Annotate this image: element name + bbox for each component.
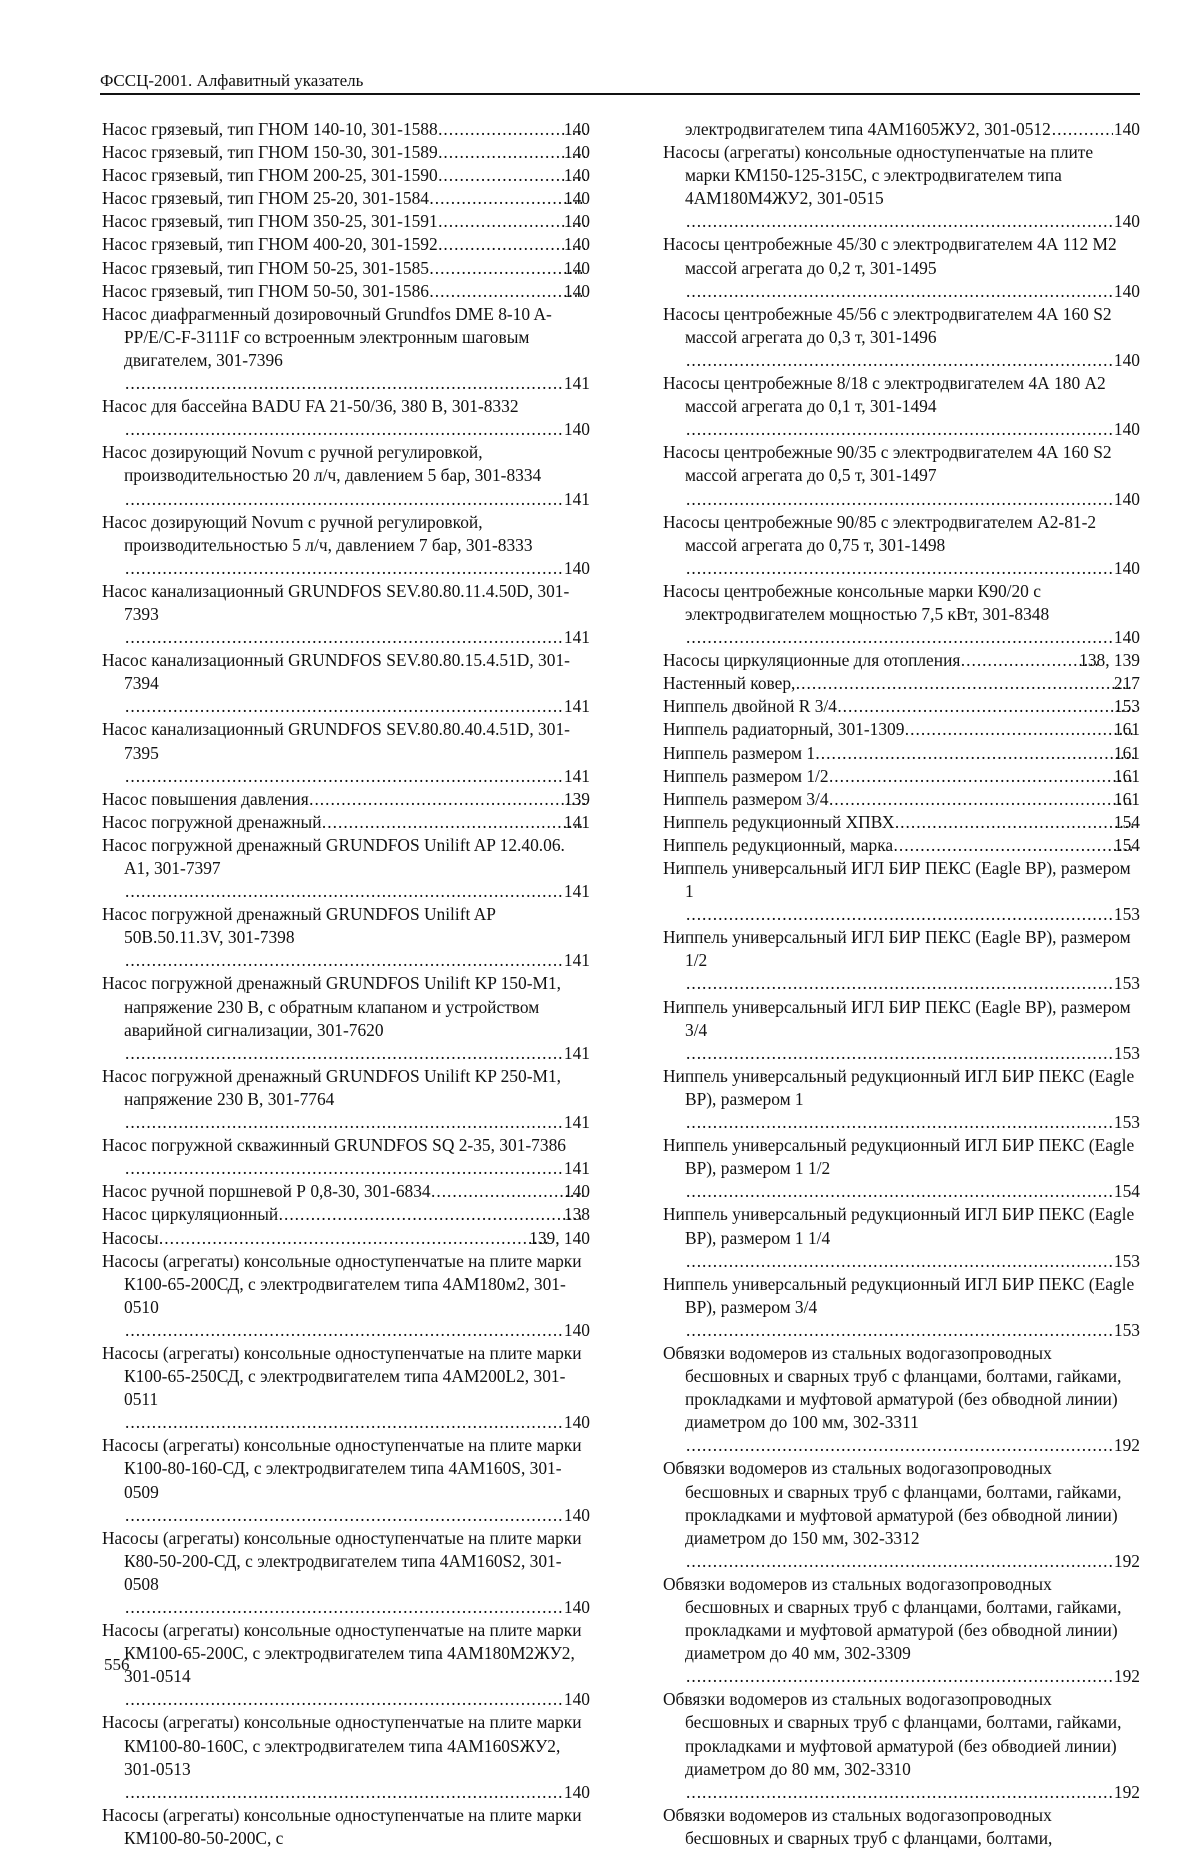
entry-text: Обвязки водомеров из стальных водогазопроводных бесшовных и сварных труб с фланцами, болтами, гайками, прокладками и муфтовой арматурой (без обводной линии) диаметром до 100 мм, 302-3311 — [663, 1342, 1122, 1433]
leader-dots — [125, 1157, 563, 1180]
index-entry: Насос грязевый, тип ГНОМ 350-25, 301-1591 ..... 140 — [102, 210, 590, 233]
entry-page: 140 — [563, 1181, 590, 1202]
entry-text: Насосы (агрегаты) консольные одноступенчатые на плите марки К80-50-200-СД, с электродвигателем типа 4АМ160S2, 301-0508 — [102, 1527, 582, 1594]
index-column-left — [102, 118, 590, 1850]
entry-text: Обвязки водомеров из стальных водогазопроводных бесшовных и сварных труб с фланцами, болтами, гайками, прокладками и муфтовой арматурой (без обводией линии) диаметром до 80 мм, 302-3310 — [663, 1689, 1122, 1779]
running-header — [100, 70, 1140, 95]
leader-dots — [125, 557, 563, 580]
entry-page: 161 — [1113, 765, 1140, 786]
entry-page: 140 — [1113, 627, 1140, 648]
entry-page: 140 — [1113, 211, 1140, 232]
leader-dots — [686, 1250, 1113, 1273]
index-entry — [663, 303, 1140, 372]
entry-page: 154 — [1113, 1181, 1140, 1202]
entry-text: Насос циркуляционный — [102, 1204, 279, 1225]
entry-text: Насос для бассейна BADU FA 21-50/36, 380 В, 301-8332 — [102, 396, 519, 417]
leader-dots — [432, 1180, 585, 1203]
index-entry — [663, 1134, 1140, 1203]
index-entry — [102, 811, 590, 834]
entry-page: 141 — [563, 1158, 590, 1179]
index-entry — [663, 1457, 1140, 1572]
leader-dots — [686, 972, 1113, 995]
index-entry: Насос грязевый, тип ГНОМ 25-20, 301-1584 ..... 140 — [102, 187, 590, 210]
leader-dots — [686, 280, 1113, 303]
index-entry — [102, 649, 590, 718]
entry-page: 161 — [1113, 719, 1140, 740]
entry-text: Настенный ковер, — [663, 673, 796, 694]
index-entry — [102, 303, 590, 395]
entry-page: 138 — [563, 1204, 590, 1225]
entry-text: Обвязки водомеров из стальных водогазопроводных бесшовных и сварных труб с фланцами, болтами, — [663, 1804, 1053, 1848]
leader-dots — [125, 1504, 563, 1527]
entry-page: 141 — [563, 1042, 590, 1063]
index-entry — [663, 765, 1140, 788]
leader-dots — [830, 765, 1135, 788]
entry-text: Насосы центробежные консольные марки К90/20 с электродвигателем мощностью 7,5 кВт, 301-8348 — [663, 580, 1050, 624]
index-entry — [663, 511, 1140, 580]
index-entry — [102, 1180, 590, 1203]
entry-page: 161 — [1113, 788, 1140, 809]
index-entry: Насос грязевый, тип ГНОМ 200-25, 301-1590 ..... 140 — [102, 164, 590, 187]
entry-text: Насосы циркуляционные для отопления — [663, 650, 961, 671]
entry-text: Насосы (агрегаты) консольные одноступенчатые на плите марки КМ100-80-50-200С, с — [102, 1804, 582, 1848]
entry-page: 140 — [563, 1412, 590, 1433]
leader-dots — [686, 626, 1113, 649]
index-entry — [663, 788, 1140, 811]
entry-page: 139, 140 — [529, 1227, 590, 1248]
entry-text: Насосы центробежные 45/56 с электродвигателем 4А 160 S2 массой агрегата до 0,3 т, 301-1496 — [663, 303, 1112, 347]
entry-text: Насос диафрагменный дозировочный Grundfos DME 8-10 A-PP/E/C-F-3111F со встроенным электронным шаговым двигателем, 301-7396 — [102, 303, 552, 370]
entry-page: 140 — [563, 1689, 590, 1710]
leader-dots — [125, 1781, 563, 1804]
index-entry — [663, 372, 1140, 441]
entry-text: Ниппель размером 3/4 — [663, 788, 829, 809]
entry-text: Насос погружной дренажный GRUNDFOS Unilift KP 150-M1, напряжение 230 В, с обратным клапаном и устройством аварийной сигнализации, 301-7620 — [102, 973, 562, 1040]
index-entry — [102, 834, 590, 903]
entry-text: Насосы (агрегаты) консольные одноступенчатые на плите марки КМ150-125-315С, с электродвигателем типа 4АМ180М4ЖУ2, 301-0515 — [663, 142, 1094, 209]
entry-page: 140 — [1113, 119, 1140, 139]
entry-page: 141 — [563, 696, 590, 717]
index-entry — [663, 1688, 1140, 1803]
entry-page: 154 — [1113, 811, 1140, 832]
entry-text: электродвигателем типа 4АМ1605ЖУ2, 301-0512 — [685, 119, 1051, 139]
entry-page: 141 — [563, 765, 590, 786]
entry-text: Насос ручной поршневой Р 0,8-30, 301-6834 — [102, 1181, 431, 1202]
leader-dots — [686, 418, 1113, 441]
leader-dots — [686, 1434, 1113, 1457]
entry-text: Ниппель универсальный ИГЛ БИР ПЕКС (Eagle BP), размером 1 — [663, 858, 1131, 902]
index-entry — [663, 1065, 1140, 1134]
entry-page: 153 — [1113, 904, 1140, 925]
leader-dots — [1052, 118, 1113, 141]
index-entry: Насос грязевый, тип ГНОМ 50-50, 301-1586 ..... 140 — [102, 280, 590, 303]
index-entry — [102, 1342, 590, 1434]
entry-text: Ниппель редукционный ХПВХ — [663, 811, 895, 832]
entry-page: 192 — [1113, 1550, 1140, 1571]
index-entry — [663, 996, 1140, 1065]
index-entry — [663, 1203, 1140, 1272]
entry-text: Насосы (агрегаты) консольные одноступенчатые на плите марки КМ100-65-200С, с электродвигателем типа 4АМ180М2ЖУ2, 301-0514 — [102, 1620, 582, 1687]
entry-page: 153 — [1113, 696, 1140, 717]
index-entry — [102, 441, 590, 510]
index-entry — [102, 1203, 590, 1226]
leader-dots — [125, 626, 563, 649]
leader-dots — [686, 488, 1113, 511]
leader-dots — [905, 718, 1135, 741]
entry-page: 140 — [563, 557, 590, 578]
index-entry: Насос грязевый, тип ГНОМ 400-20, 301-1592 ..... 140 — [102, 233, 590, 256]
entry-text: Насосы центробежные 90/35 с электродвигателем 4А 160 S2 массой агрегата до 0,5 т, 301-1497 — [663, 442, 1112, 486]
entry-page: 153 — [1113, 1112, 1140, 1133]
entry-text: Ниппель размером 1/2 — [663, 765, 829, 786]
index-entry — [102, 903, 590, 972]
entry-page: 141 — [563, 950, 590, 971]
index-entry — [663, 834, 1140, 857]
index-entry — [102, 972, 590, 1064]
leader-dots — [279, 1203, 585, 1226]
leader-dots — [895, 811, 1134, 834]
entry-page: 217 — [1113, 673, 1140, 694]
entry-text: Насосы (агрегаты) консольные одноступенчатые на плите марки КМ100-80-160С, с электродвигателем типа 4АМ160SЖУ2, 301-0513 — [102, 1712, 582, 1779]
entry-text: Насосы (агрегаты) консольные одноступенчатые на плите марки К100-65-250СД, с электродвигателем типа 4АМ200L2, 301-0511 — [102, 1342, 582, 1410]
entry-page: 139 — [563, 788, 590, 809]
leader-dots — [838, 695, 1135, 718]
entry-text: Насосы — [102, 1227, 159, 1248]
index-entry — [663, 672, 1140, 695]
index-entry — [102, 580, 590, 649]
entry-text: Ниппель универсальный ИГЛ БИР ПЕКС (Eagle BP), размером 3/4 — [663, 996, 1131, 1040]
index-entry — [102, 1619, 590, 1711]
leader-dots — [125, 695, 563, 718]
index-entry — [663, 441, 1140, 510]
leader-dots — [686, 1319, 1113, 1342]
index-entry — [102, 1527, 590, 1619]
entry-page: 140 — [563, 1319, 590, 1340]
leader-dots — [686, 349, 1113, 372]
entry-text: Насос канализационный GRUNDFOS SEV.80.80.40.4.51D, 301-7395 — [102, 719, 570, 763]
entry-page: 161 — [1113, 742, 1140, 763]
entry-text: Обвязки водомеров из стальных водогазопроводных бесшовных и сварных труб с фланцами, болтами, гайками, прокладками и муфтовой арматурой (без обводной линии) диаметром до 40 мм, 302-3309 — [663, 1573, 1122, 1664]
header-title: ФССЦ-2001. Алфавитный указатель — [100, 71, 364, 90]
entry-page: 140 — [1113, 280, 1140, 301]
entry-text: Ниппель универсальный редукционный ИГЛ БИР ПЕКС (Eagle BP), размером 1 1/4 — [663, 1204, 1135, 1248]
entry-text: Ниппель универсальный ИГЛ БИР ПЕКС (Eagle BP), размером 1/2 — [663, 927, 1131, 971]
leader-dots — [125, 1688, 563, 1711]
leader-dots — [125, 372, 563, 395]
leader-dots — [125, 880, 563, 903]
index-entry-continuation — [663, 118, 1140, 141]
entry-page: 141 — [563, 627, 590, 648]
entry-page: 192 — [1113, 1435, 1140, 1456]
index-entry — [663, 233, 1140, 302]
index-entry: Насос грязевый, тип ГНОМ 140-10, 301-1588 ..... 140 — [102, 118, 590, 141]
entry-page: 192 — [1113, 1666, 1140, 1687]
entry-text: Насосы центробежные 90/85 с электродвигателем А2-81-2 массой агрегата до 0,75 т, 301-1498 — [663, 511, 1097, 555]
leader-dots — [894, 834, 1135, 857]
index-entry — [102, 1711, 590, 1803]
entry-page: 153 — [1113, 1319, 1140, 1340]
entry-text: Ниппель размером 1 — [663, 742, 816, 763]
leader-dots — [125, 1111, 563, 1134]
entry-text: Ниппель универсальный редукционный ИГЛ БИР ПЕКС (Eagle BP), размером 1 — [663, 1065, 1135, 1109]
entry-page: 140 — [563, 1597, 590, 1617]
leader-dots — [125, 1042, 563, 1065]
entry-text: Обвязки водомеров из стальных водогазопроводных бесшовных и сварных труб с фланцами, болтами, гайками, прокладками и муфтовой арматурой (без обводной линии) диаметром до 150 мм, 302-3312 — [663, 1458, 1122, 1548]
index-entry: Насос грязевый, тип ГНОМ 50-25, 301-1585 ..... 140 — [102, 257, 590, 280]
index-entry — [663, 926, 1140, 995]
index-entry — [663, 742, 1140, 765]
index-entry — [102, 1250, 590, 1342]
leader-dots — [125, 1596, 563, 1619]
entry-page: 153 — [1113, 1042, 1140, 1063]
leader-dots — [125, 949, 563, 972]
entry-text: Ниппель радиаторный, 301-1309 — [663, 719, 905, 740]
leader-dots — [686, 210, 1113, 233]
leader-dots — [686, 1665, 1113, 1688]
index-entry — [102, 1804, 590, 1850]
index-entry — [663, 1342, 1140, 1457]
entry-text: Ниппель универсальный редукционный ИГЛ БИР ПЕКС (Eagle BP), размером 1 1/2 — [663, 1135, 1135, 1179]
index-entry — [102, 788, 590, 811]
entry-page: 154 — [1113, 834, 1140, 855]
page-number: 556 — [104, 1655, 130, 1674]
index-entry — [102, 511, 590, 580]
entry-text: Насос погружной скважинный GRUNDFOS SQ 2-35, 301-7386 — [102, 1135, 566, 1156]
entry-page: 141 — [563, 1112, 590, 1133]
entry-text: Насосы центробежные 45/30 с электродвигателем 4А 112 М2 массой агрегата до 0,2 т, 301-1495 — [663, 234, 1117, 278]
entry-text: Ниппель универсальный редукционный ИГЛ БИР ПЕКС (Eagle BP), размером 3/4 — [663, 1273, 1135, 1317]
index-entry — [102, 1065, 590, 1134]
index-entry — [663, 718, 1140, 741]
entry-text: Насос дозирующий Novum с ручной регулировкой, производительностью 20 л/ч, давлением 5 бар, 301-8334 — [102, 442, 542, 486]
entry-text: Насос погружной дренажный — [102, 811, 322, 832]
leader-dots — [323, 811, 585, 834]
index-entry — [663, 811, 1140, 834]
leader-dots — [816, 742, 1135, 765]
leader-dots — [686, 557, 1113, 580]
entry-text: Насосы (агрегаты) консольные одноступенчатые на плите марки К100-80-160-СД, с электродвигателем типа 4АМ160S, 301-0509 — [102, 1435, 582, 1502]
leader-dots — [125, 488, 563, 511]
entry-page: 140 — [563, 419, 590, 440]
index-entry — [663, 1273, 1140, 1342]
entry-text: Насос канализационный GRUNDFOS SEV.80.80.11.4.50D, 301-7393 — [102, 580, 570, 624]
entry-text: Насосы центробежные 8/18 с электродвигателем 4А 180 А2 массой агрегата до 0,1 т, 301-1494 — [663, 373, 1106, 417]
index-entry — [663, 1573, 1140, 1688]
leader-dots — [686, 1042, 1113, 1065]
leader-dots — [686, 1781, 1113, 1804]
index-entry — [102, 1434, 590, 1526]
leader-dots — [160, 1227, 551, 1250]
entry-text: Ниппель двойной R 3/4 — [663, 696, 837, 717]
leader-dots — [125, 418, 563, 441]
index-entry — [663, 857, 1140, 926]
index-column-right — [663, 118, 1140, 1850]
leader-dots — [830, 788, 1135, 811]
index-entry — [663, 580, 1140, 649]
entry-page: 140 — [1113, 419, 1140, 440]
index-entry — [102, 1134, 590, 1180]
entry-text: Насос дозирующий Novum с ручной регулировкой, производительностью 5 л/ч, давлением 7 бар, 301-8333 — [102, 511, 533, 555]
entry-page: 140 — [1113, 349, 1140, 370]
leader-dots — [125, 765, 563, 788]
entry-text: Насос погружной дренажный GRUNDFOS Unilift AP 50B.50.11.3V, 301-7398 — [102, 904, 496, 948]
entry-page: 141 — [563, 811, 590, 832]
entry-page: 140 — [1113, 557, 1140, 578]
leader-dots — [686, 1111, 1113, 1134]
entry-page: 141 — [563, 881, 590, 902]
entry-page: 153 — [1113, 973, 1140, 994]
entry-text: Насосы (агрегаты) консольные одноступенчатые на плите марки К100-65-200СД, с электродвигателем типа 4АМ180м2, 301-0510 — [102, 1250, 582, 1317]
entry-text: Насос погружной дренажный GRUNDFOS Unilift AP 12.40.06. A1, 301-7397 — [102, 834, 565, 878]
entry-page: 140 — [1113, 488, 1140, 509]
leader-dots — [125, 1319, 563, 1342]
leader-dots — [796, 672, 1135, 695]
entry-text: Насос канализационный GRUNDFOS SEV.80.80.15.4.51D, 301-7394 — [102, 650, 570, 694]
entry-text: Ниппель редукционный, марка — [663, 834, 894, 855]
index-entry — [102, 718, 590, 787]
entry-text: Насос повышения давления — [102, 788, 309, 809]
index-entry — [663, 141, 1140, 233]
entry-page: 192 — [1113, 1781, 1140, 1802]
index-entry — [102, 395, 590, 441]
leader-dots — [125, 1411, 563, 1434]
index-entry: Насос грязевый, тип ГНОМ 150-30, 301-1589 ..... 140 — [102, 141, 590, 164]
index-entry — [663, 649, 1140, 672]
leader-dots — [686, 1550, 1113, 1573]
leader-dots — [686, 903, 1113, 926]
entry-page: 141 — [563, 488, 590, 509]
entry-page: 140 — [563, 1504, 590, 1525]
index-entry — [663, 1804, 1140, 1850]
entry-page: 141 — [563, 373, 590, 394]
leader-dots — [310, 788, 585, 811]
index-entry — [102, 1227, 590, 1250]
entry-page: 140 — [563, 1781, 590, 1802]
entry-text: Насос погружной дренажный GRUNDFOS Unilift KP 250-M1, напряжение 230 В, 301-7764 — [102, 1065, 562, 1109]
entry-page: 153 — [1113, 1250, 1140, 1271]
leader-dots — [686, 1180, 1113, 1203]
index-entry — [663, 695, 1140, 718]
entry-page: 138, 139 — [1079, 650, 1140, 671]
